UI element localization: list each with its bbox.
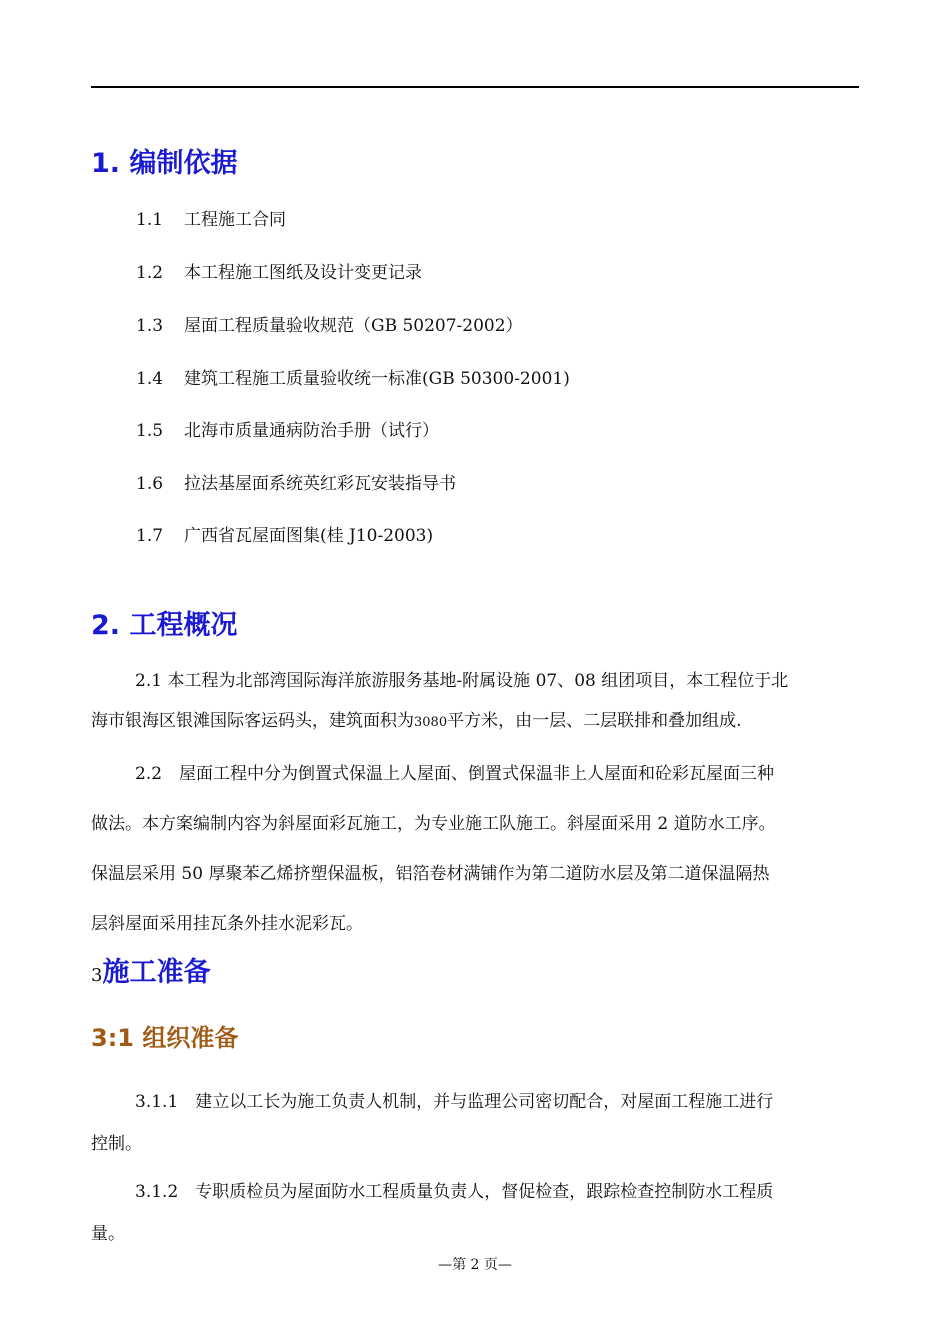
paragraph-line: 量。 (91, 1224, 125, 1244)
section-number: 3 (91, 965, 103, 986)
section-3-title (91, 950, 210, 989)
paragraph-3-1-2 (91, 1178, 859, 1248)
item-number: 1.4 (136, 369, 164, 389)
paragraph-2-1 (91, 667, 859, 737)
paragraph-line: 3.1.2 专职质检员为屋面防水工程质量负责人，督促检查，跟踪检查控制防水工程质 (135, 1182, 774, 1202)
item-number: 1.6 (136, 474, 164, 494)
list-item (136, 521, 433, 546)
list-item (136, 364, 570, 389)
section-1-title: 1. 编制依据 (91, 148, 238, 179)
paragraph-line: 2.1 本工程为北部湾国际海洋旅游服务基地-附属设施 07、08 组团项目，本工程位于北 (135, 671, 789, 691)
section-title-text: 施工准备 (102, 957, 211, 988)
list-item (136, 205, 286, 230)
item-text: 本工程施工图纸及设计变更记录 (184, 263, 422, 283)
area-number: 3080 (414, 715, 448, 730)
item-number: 1.5 (136, 421, 164, 441)
text-span: 平方米，由一层、二层联排和叠加组成. (447, 711, 742, 731)
item-number: 1.2 (136, 263, 164, 283)
item-text: 广西省瓦屋面图集(桂 J10-2003) (184, 526, 434, 546)
paragraph-line (91, 707, 859, 737)
paragraph-line: 2.2 屋面工程中分为倒置式保温上人屋面、倒置式保温非上人屋面和砼彩瓦屋面三种 (135, 764, 775, 784)
item-text: 北海市质量通病防治手册（试行） (184, 421, 439, 441)
paragraph-line: 层斜屋面采用挂瓦条外挂水泥彩瓦。 (91, 914, 363, 934)
paragraph-line: 控制。 (91, 1134, 142, 1154)
list-item (136, 311, 523, 336)
item-number: 1.1 (136, 210, 164, 230)
text-span: 海市银海区银滩国际客运码头，建筑面积为 (91, 711, 414, 731)
item-number: 1.3 (136, 316, 164, 336)
paragraph-3-1-1 (91, 1088, 859, 1158)
subsection-3-1-title: 3:1 组织准备 (91, 1024, 239, 1052)
item-text: 屋面工程质量验收规范（GB 50207-2002） (184, 316, 523, 336)
page-footer: —第 2 页— (438, 1257, 512, 1273)
header-rule (91, 86, 859, 88)
list-item (136, 258, 422, 283)
item-text: 建筑工程施工质量验收统一标准(GB 50300-2001) (184, 369, 570, 389)
list-item (136, 416, 439, 441)
item-number: 1.7 (136, 526, 164, 546)
item-text: 拉法基屋面系统英红彩瓦安装指导书 (184, 474, 456, 494)
item-text: 工程施工合同 (184, 210, 286, 230)
paragraph-2-2 (91, 760, 859, 938)
list-item (136, 469, 456, 494)
paragraph-line: 做法。本方案编制内容为斜屋面彩瓦施工，为专业施工队施工。斜屋面采用 2 道防水工序。 (91, 814, 776, 834)
paragraph-line: 保温层采用 50 厚聚苯乙烯挤塑保温板，铝箔卷材满铺作为第二道防水层及第二道保温隔热 (91, 864, 770, 884)
paragraph-line: 3.1.1 建立以工长为施工负责人机制，并与监理公司密切配合，对屋面工程施工进行 (135, 1092, 774, 1112)
section-2-title: 2. 工程概况 (91, 610, 238, 641)
